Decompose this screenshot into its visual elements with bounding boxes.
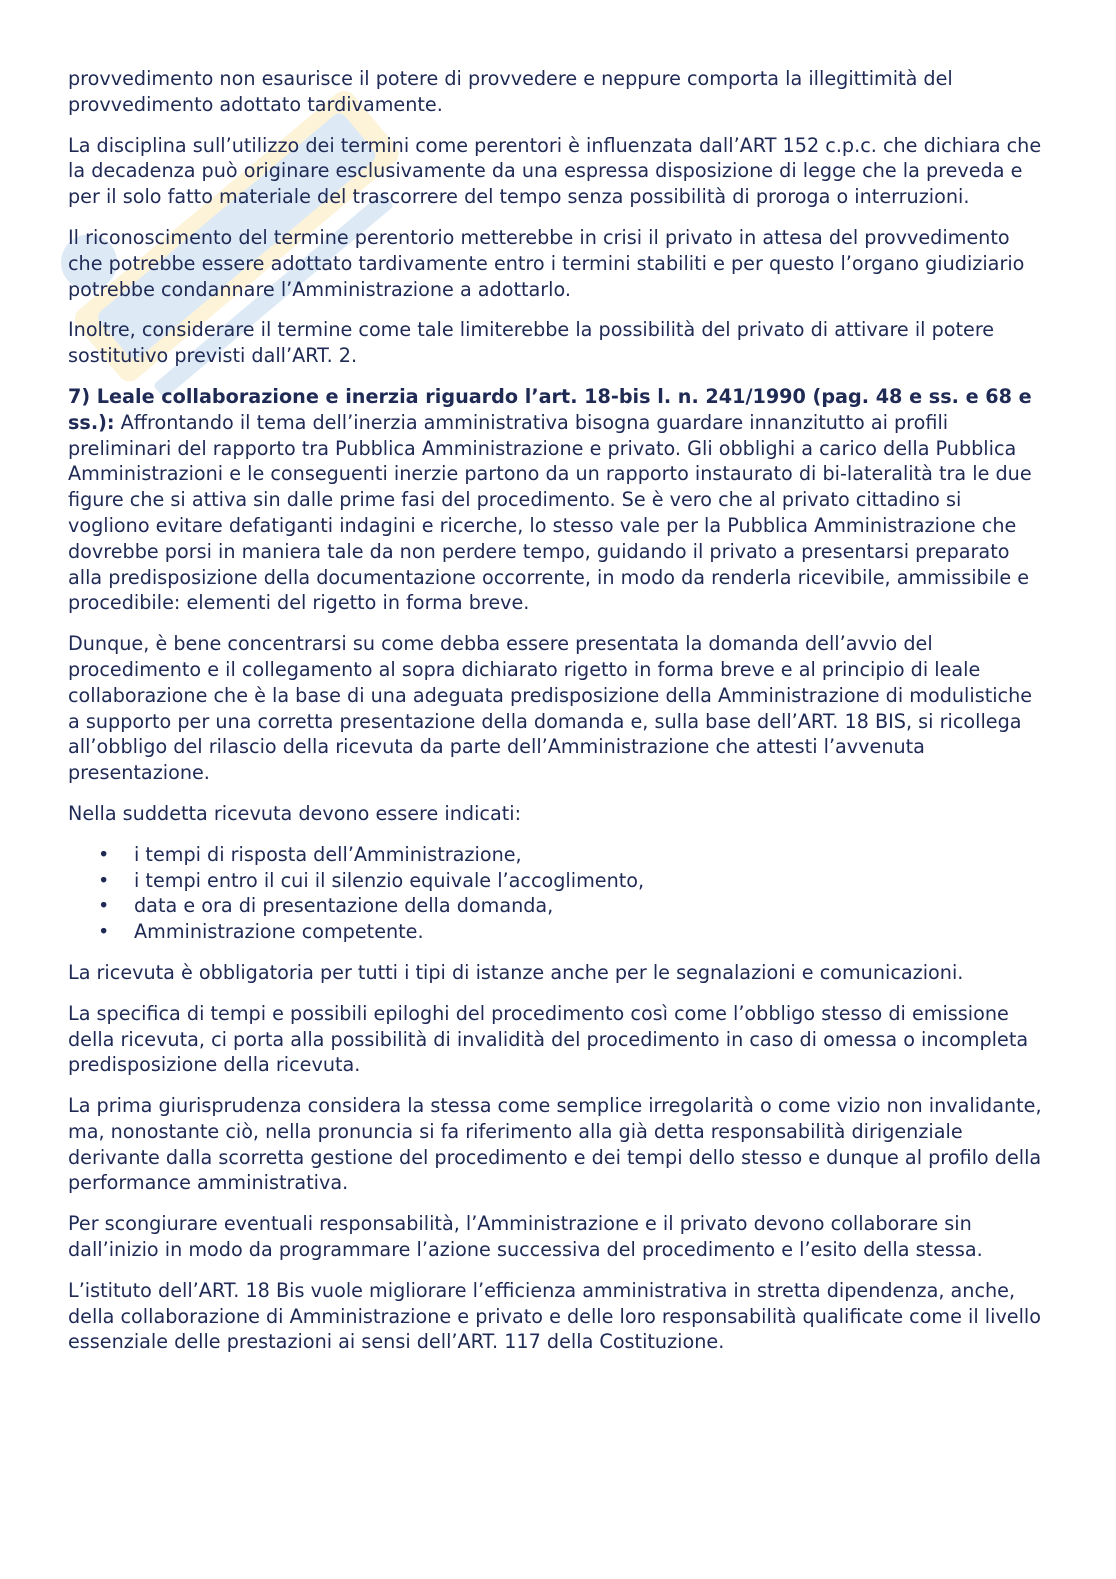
list-item-text: i tempi di risposta dell’Amministrazione, — [134, 842, 522, 866]
bullet-icon: • — [98, 894, 110, 918]
list-item-text: Amministrazione competente. — [134, 920, 424, 944]
bullet-icon: • — [98, 868, 110, 892]
paragraph: La specifica di tempi e possibili epiloghi del procedimento così come l’obbligo stesso di emissione della ricevuta, ci porta alla possibilità di invalidità del procedimento in caso di omessa o incompleta predisposizione della ricevuta. — [68, 1001, 1029, 1077]
paragraph: L’istituto dell’ART. 18 Bis vuole migliorare l’efficienza amministrativa in stretta dipendenza, anche, della collaborazione di Amministrazione e privato e delle loro responsabilità qualificate come il livello essenziale delle prestazioni ai sensi dell’ART. 117 della Costituzione. — [68, 1278, 1042, 1354]
bullet-icon: • — [98, 920, 110, 944]
paragraph: La prima giurisprudenza considera la stessa come semplice irregolarità o come vizio non invalidante, ma, nonostante ciò, nella pronuncia si fa riferimento alla già detta responsabilità dirigenziale derivante dalla scorretta gestione del procedimento e dei tempi dello stesso e dunque al profilo della performance amministrativa. — [68, 1094, 1042, 1195]
bullet-icon: • — [98, 842, 110, 866]
list-item — [68, 919, 1046, 945]
document-body — [68, 66, 1046, 1370]
bullet-list — [68, 842, 1046, 945]
list-item-text: i tempi entro il cui il silenzio equivale l’accoglimento, — [134, 868, 645, 892]
paragraph: provvedimento non esaurisce il potere di provvedere e neppure comporta la illegittimità del provvedimento adottato tardivamente. — [68, 67, 953, 116]
paragraph: La disciplina sull’utilizzo dei termini come perentori è influenzata dall’ART 152 c.p.c. che dichiara che la decadenza può originare esclusivamente da una espressa disposizione di legge che la preveda e per il solo fatto materiale del trascorrere del tempo senza possibilità di proroga o interruzioni. — [68, 133, 1042, 209]
paragraph: Per scongiurare eventuali responsabilità, l’Amministrazione e il privato devono collaborare sin dall’inizio in modo da programmare l’azione successiva del procedimento e l’esito della stessa. — [68, 1212, 983, 1262]
paragraph: Nella suddetta ricevuta devono essere indicati: — [68, 801, 522, 825]
paragraph: Dunque, è bene concentrarsi su come debba essere presentata la domanda dell’avvio del procedimento e il collegamento al sopra dichiarato rigetto in forma breve e al principio di leale collaborazione che è la base di una adeguata predisposizione della Amministrazione di modulistiche a supporto per una corretta presentazione della domanda e, sulla base dell’ART. 18 BIS, si ricollega all’obbligo del rilascio della ricevuta da parte dell’Amministrazione che attesti l’avvenuta presentazione. — [68, 632, 1033, 785]
section-body: Affrontando il tema dell’inerzia amministrativa bisogna guardare innanzitutto ai profili preliminari del rapporto tra Pubblica Amministrazione e privato. Gli obblighi a carico della Pubblica Amministrazioni e le conseguenti inerzie partono da un rapporto instaurato di bi-lateralità tra le due figure che si attiva sin dalle prime fasi del procedimento. Se è vero che al privato cittadino si vogliono evitare defatiganti indagini e ricerche, lo stesso vale per la Pubblica Amministrazione che dovrebbe porsi in maniera tale da non perdere tempo, guidando il privato a presentarsi preparato alla predisposizione della documentazione occorrente, in modo da renderla ricevibile, ammissibile e procedibile: elementi del rigetto in forma breve. — [68, 410, 1032, 615]
section-heading: 7) Leale collaborazione e inerzia riguardo l’art. 18-bis l. n. 241/1990 (pag. 48 e ss. e 68 e ss.): — [68, 384, 1032, 434]
list-item-text: data e ora di presentazione della domanda, — [134, 894, 554, 918]
section-paragraph — [68, 384, 1046, 616]
paragraph: La ricevuta è obbligatoria per tutti i tipi di istanze anche per le segnalazioni e comunicazioni. — [68, 960, 964, 984]
paragraph: Inoltre, considerare il termine come tale limiterebbe la possibilità del privato di attivare il potere sostitutivo previsti dall’ART. 2. — [68, 318, 995, 368]
list-item — [68, 893, 1046, 919]
paragraph: Il riconoscimento del termine perentorio metterebbe in crisi il privato in attesa del provvedimento che potrebbe essere adottato tardivamente entro i termini stabiliti e per questo l’organo giudiziario potrebbe condannare l’Amministrazione a adottarlo. — [68, 225, 1025, 301]
list-item — [68, 868, 1046, 894]
list-item — [68, 842, 1046, 868]
